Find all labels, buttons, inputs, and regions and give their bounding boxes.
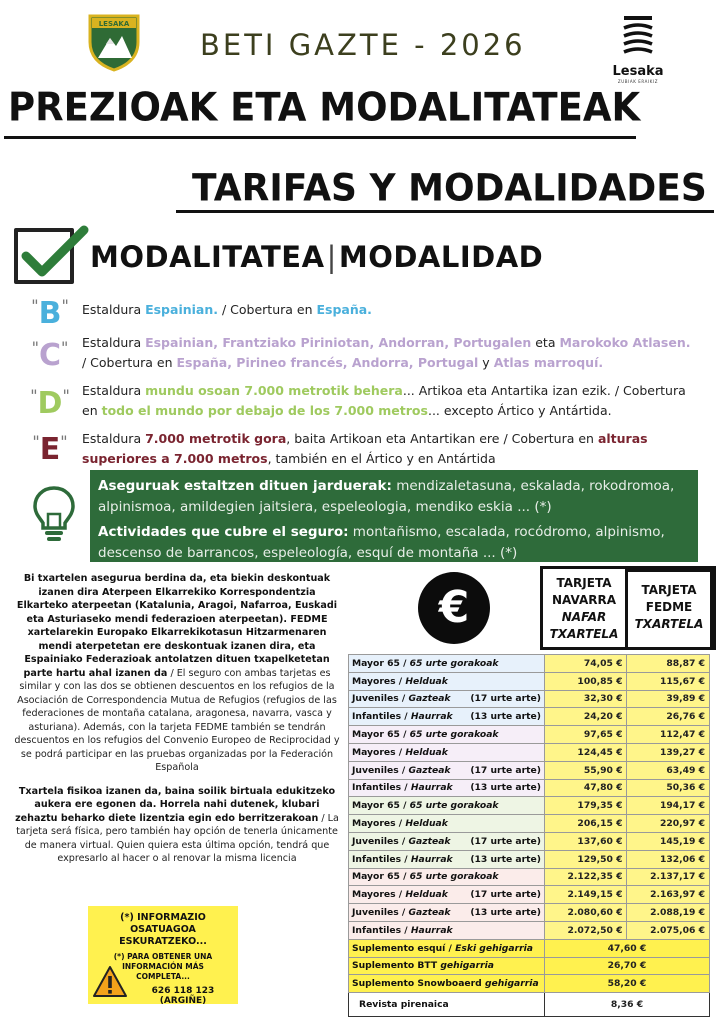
euro-icon: € — [418, 572, 490, 644]
revista-price: 8,36 € — [544, 993, 709, 1017]
price-navarra: 2.149,15 € — [544, 886, 627, 904]
price-row-label: Infantiles / Haurrak (13 urte arte) — [349, 850, 545, 868]
contact-phone[interactable]: 626 118 123 (ARGIÑE) — [151, 986, 215, 1006]
title-underline — [176, 210, 714, 213]
price-navarra: 206,15 € — [544, 815, 627, 833]
price-row — [349, 655, 710, 673]
supplement-row — [349, 939, 710, 957]
price-fedme: 63,49 € — [627, 761, 710, 779]
checkbox-icon — [14, 228, 74, 284]
price-row — [349, 815, 710, 833]
price-row-label: Mayores / Helduak — [349, 672, 545, 690]
supplement-price: 58,20 € — [544, 975, 709, 993]
price-row — [349, 761, 710, 779]
revista-label: Revista pirenaica — [349, 993, 545, 1017]
town-logo — [608, 14, 668, 94]
price-fedme: 50,36 € — [627, 779, 710, 797]
modality-letter-e: "E" — [32, 432, 68, 467]
modality-letter-b: "B" — [31, 296, 69, 331]
supplement-row — [349, 957, 710, 975]
price-fedme: 220,97 € — [627, 815, 710, 833]
more-info-title: (*) INFORMAZIO OSATUAGOA ESKURATZEKO... — [119, 912, 207, 947]
modality-letter-d: "D" — [30, 386, 70, 421]
price-row-label: Mayores / Helduak (17 urte arte) — [349, 886, 545, 904]
price-row-label: Infantiles / Haurrak (13 urte arte) — [349, 708, 545, 726]
price-row — [349, 921, 710, 939]
card-info-text — [12, 572, 342, 876]
modality-e-text: Estaldura 7.000 metrotik gora, baita Artikoan eta Antartikan ere / Cobertura en alturas superiores a 7.000 metros, también en el Ártico y en Antártida — [82, 431, 648, 466]
price-fedme: 112,47 € — [627, 726, 710, 744]
price-row-label: Juveniles / Gazteak (17 urte arte) — [349, 761, 545, 779]
supplement-label: Suplemento Snowboaerd gehigarria — [349, 975, 545, 993]
price-row-label: Mayor 65 / 65 urte gorakoak — [349, 797, 545, 815]
more-info-subtitle: (*) PARA OBTENER UNA INFORMACIÓN MÁS COMPLETA... — [113, 952, 213, 981]
price-navarra: 97,65 € — [544, 726, 627, 744]
price-navarra: 2.122,35 € — [544, 868, 627, 886]
price-row — [349, 690, 710, 708]
title-spanish: TARIFAS Y MODALIDADES — [192, 166, 707, 211]
town-logo-waves-icon — [620, 14, 656, 58]
price-navarra: 100,85 € — [544, 672, 627, 690]
price-row-label: Infantiles / Haurrak — [349, 921, 545, 939]
price-navarra: 47,80 € — [544, 779, 627, 797]
svg-text:LESAKA: LESAKA — [98, 20, 130, 28]
price-navarra: 24,20 € — [544, 708, 627, 726]
card-info-paragraph-1: Bi txartelen asegurua berdina da, eta biekin deskontuak izanen dira Aterpeen Elkarrekiko Korrespondentzia Elkarteko aterpeetan (Katalunia, Aragoi, Nafarroa, Euskadi eta Asturiaseko mendi federazioen aterpeetan). FEDME xartelarekin Europako Elkarrekikotasun Hitzarmenaren mendi aterpetetan ere deskontuak izanen dira, eta Espainiako Federazioak antolatzen dituen txapelketetan parte hartu ahal izanen da / El seguro con ambas tarjetas es similar y con las dos se obtienen descuentos en los refugios de la Asociación de Correspondencia Mutua de Refugios (refugios de las federaciones de montaña catalana, aragonesa, navarra, vasca y asturiana). Además, con la tarjeta FEDME también se tendrán descuentos en los refugios del Convenio Europeo de Reciprocidad y se podrá participar en las pruebas organizadas por la Federación Española — [14, 573, 340, 773]
price-navarra: 32,30 € — [544, 690, 627, 708]
price-fedme: 88,87 € — [627, 655, 710, 673]
more-info-box — [88, 906, 238, 1004]
title-basque: PREZIOAK ETA MODALITATEAK — [8, 84, 641, 131]
price-fedme: 139,27 € — [627, 743, 710, 761]
supplement-label: Suplemento BTT gehigarria — [349, 957, 545, 975]
price-row — [349, 779, 710, 797]
price-row — [349, 743, 710, 761]
supplement-row — [349, 975, 710, 993]
warning-icon — [92, 964, 128, 1000]
price-fedme: 39,89 € — [627, 690, 710, 708]
price-fedme: 2.075,06 € — [627, 921, 710, 939]
price-fedme: 26,76 € — [627, 708, 710, 726]
modality-c-text: Estaldura Espainian, Frantziako Piriniotan, Andorran, Portugalen eta Marokoko Atlasen. / Cobertura en España, Pirineo francés, Andorra, Portugal y Atlas marroquí. — [82, 335, 691, 370]
price-fedme: 2.137,17 € — [627, 868, 710, 886]
modality-d-text: Estaldura mundu osoan 7.000 metrotik behera... Artikoa eta Antartika izan ezik. / Cobertura en todo el mundo por debajo de los 7.000 metros... excepto Ártico y Antártida. — [82, 383, 686, 418]
revista-row — [349, 993, 710, 1017]
town-logo-name: Lesaka — [612, 64, 664, 79]
header-tarjeta-fedme: TARJETA FEDME TXARTELA — [628, 566, 716, 650]
price-fedme: 2.163,97 € — [627, 886, 710, 904]
price-row-label: Juveniles / Gazteak (17 urte arte) — [349, 832, 545, 850]
price-fedme: 132,06 € — [627, 850, 710, 868]
activities-spanish: Actividades que cubre el seguro: montañismo, escalada, rocódromo, alpinismo, descenso de barrancos, espeleología, esquí de montaña ... (*) — [98, 524, 665, 561]
town-logo-sub: ZUBIAK ERAIKIZ — [617, 79, 659, 84]
club-logo — [86, 12, 142, 72]
price-row-label: Mayores / Helduak — [349, 743, 545, 761]
header-tarjeta-navarra: TARJETA NAVARRA NAFAR TXARTELA — [540, 566, 628, 650]
price-table — [348, 654, 710, 1017]
price-fedme: 145,19 € — [627, 832, 710, 850]
supplement-label: Suplemento esquí / Eski gehigarria — [349, 939, 545, 957]
modality-heading-basque: MODALITATEA — [90, 240, 325, 274]
price-row-label: Mayores / Helduak — [349, 815, 545, 833]
modality-heading: MODALITATEA|MODALIDAD — [90, 240, 544, 274]
price-row-label: Juveniles / Gazteak (17 urte arte) — [349, 690, 545, 708]
activities-basque: Aseguruak estaltzen dituen jarduerak: mendizaletasuna, eskalada, rokodromoa, alpinismoa, amildegien jaitsiera, espeleologia, mendiko eskia ... (*) — [98, 478, 675, 515]
price-navarra: 2.072,50 € — [544, 921, 627, 939]
price-navarra: 74,05 € — [544, 655, 627, 673]
price-navarra: 179,35 € — [544, 797, 627, 815]
price-row-label: Mayor 65 / 65 urte gorakoak — [349, 868, 545, 886]
activities-box — [90, 470, 698, 562]
title-underline — [4, 136, 636, 139]
price-row — [349, 904, 710, 922]
price-fedme: 194,17 € — [627, 797, 710, 815]
price-fedme: 2.088,19 € — [627, 904, 710, 922]
price-row — [349, 868, 710, 886]
price-row — [349, 797, 710, 815]
price-navarra: 137,60 € — [544, 832, 627, 850]
price-navarra: 124,45 € — [544, 743, 627, 761]
supplement-price: 47,60 € — [544, 939, 709, 957]
header-title: BETI GAZTE - 2026 — [200, 28, 526, 62]
price-row-label: Mayor 65 / 65 urte gorakoak — [349, 655, 545, 673]
modality-b-text: Estaldura Espainian. / Cobertura en España. — [82, 302, 372, 317]
price-navarra: 129,50 € — [544, 850, 627, 868]
price-row — [349, 726, 710, 744]
lightbulb-icon — [30, 484, 78, 544]
price-row-label: Infantiles / Haurrak (13 urte arte) — [349, 779, 545, 797]
price-navarra: 2.080,60 € — [544, 904, 627, 922]
card-info-paragraph-2: Txartela fisikoa izanen da, baina soilik birtuala edukitzeko aukera ere egonen da. Horrela nahi dutenek, klubari zehaztu beharko diete lizentzia egin edo berritzerakoan / La tarjeta será física, pero también hay opción de tenerla únicamente de manera virtual. Quien quiera esta última opción, tendrá que expresarlo al hacer o al renovar la misma licencia — [15, 785, 339, 864]
supplement-price: 26,70 € — [544, 957, 709, 975]
price-row-label: Juveniles / Gazteak (13 urte arte) — [349, 904, 545, 922]
modality-heading-spanish: MODALIDAD — [338, 240, 544, 274]
modality-letter-c: "C" — [31, 338, 69, 373]
price-row-label: Mayor 65 / 65 urte gorakoak — [349, 726, 545, 744]
price-row — [349, 850, 710, 868]
price-row — [349, 886, 710, 904]
price-navarra: 55,90 € — [544, 761, 627, 779]
price-row — [349, 708, 710, 726]
price-row — [349, 832, 710, 850]
price-fedme: 115,67 € — [627, 672, 710, 690]
price-row — [349, 672, 710, 690]
